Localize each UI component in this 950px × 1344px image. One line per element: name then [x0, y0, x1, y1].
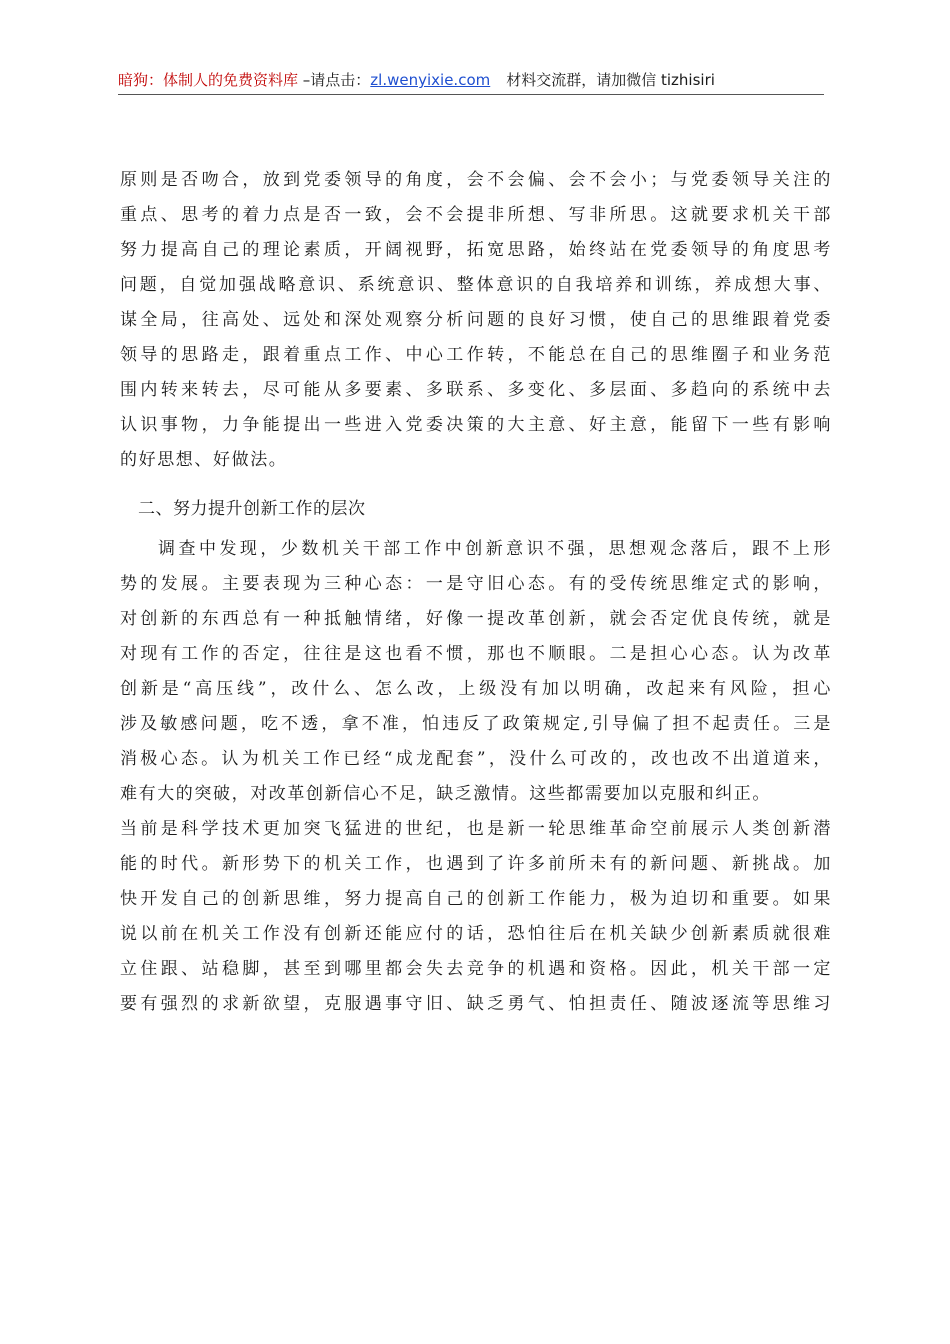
text-line: 难有大的突破，对改革创新信心不足，缺乏激情。这些都需要加以克服和纠正。: [120, 784, 771, 804]
text-line: 谋全局，往高处、远处和深处观察分析问题的良好习惯，使自己的思维跟着党委: [120, 310, 832, 330]
text-line: 重点、思考的着力点是否一致，会不会提非所想、写非所思。这就要求机关干部: [120, 205, 832, 225]
text-line: 立住跟、站稳脚，甚至到哪里都会失去竞争的机遇和资格。因此，机关干部一定: [120, 959, 832, 979]
text-line: 快开发自己的创新思维，努力提高自己的创新工作能力，极为迫切和重要。如果: [120, 889, 832, 909]
text-line: 对创新的东西总有一种抵触情绪，好像一提改革创新，就会否定优良传统，就是: [120, 609, 832, 629]
text-line: 当前是科学技术更加突飞猛进的世纪，也是新一轮思维革命空前展示人类创新潜: [120, 819, 832, 839]
text-line: 涉及敏感问题，吃不透，拿不准，怕违反了政策规定,引导偏了担不起责任。三是: [120, 714, 832, 734]
text-line: 调查中发现，少数机关干部工作中创新意识不强，思想观念落后，跟不上形: [158, 539, 832, 559]
text-line: 势的发展。主要表现为三种心态：一是守旧心态。有的受传统思维定式的影响，: [120, 574, 832, 594]
text-line: 问题，自觉加强战略意识、系统意识、整体意识的自我培养和训练，养成想大事、: [120, 275, 832, 295]
document-body: [120, 163, 832, 1022]
text-line: 围内转来转去，尽可能从多要素、多联系、多变化、多层面、多趋向的系统中去: [120, 380, 832, 400]
text-line: 能的时代。新形势下的机关工作，也遇到了许多前所未有的新问题、新挑战。加: [120, 854, 832, 874]
section-heading: 二、努力提升创新工作的层次: [138, 499, 366, 519]
text-line: 消极心态。认为机关工作已经“成龙配套”，没什么可改的，改也改不出道道来，: [120, 749, 832, 769]
text-line: 要有强烈的求新欲望，克服遇事守旧、缺乏勇气、怕担责任、随波逐流等思维习: [120, 994, 832, 1014]
text-line: 原则是否吻合，放到党委领导的角度，会不会偏、会不会小；与党委领导关注的: [120, 170, 832, 190]
contact-text: 材料交流群，请加微信 tizhisiri: [506, 71, 715, 89]
text-line: 创新是“高压线”，改什么、怎么改，上级没有加以明确，改起来有风险，担心: [120, 679, 832, 699]
site-title: 暗狗：体制人的免费资料库: [118, 71, 299, 89]
click-prompt: –请点击：: [298, 71, 371, 89]
paragraph-2: [120, 532, 832, 1022]
text-line: 努力提高自己的理论素质，开阔视野，拓宽思路，始终站在党委领导的角度思考: [120, 240, 832, 260]
page-header: [118, 70, 824, 95]
paragraph-1: [120, 163, 832, 478]
text-line: 领导的思路走，跟着重点工作、中心工作转，不能总在自己的思维圈子和业务范: [120, 345, 832, 365]
text-line: 对现有工作的否定，往往是这也看不惯，那也不顺眼。二是担心心态。认为改革: [120, 644, 832, 664]
site-link[interactable]: zl.wenyixie.com: [370, 71, 491, 89]
text-line: 的好思想、好做法。: [120, 450, 288, 470]
text-line: 说以前在机关工作没有创新还能应付的话，恐怕往后在机关缺少创新素质就很难: [120, 924, 832, 944]
text-line: 认识事物，力争能提出一些进入党委决策的大主意、好主意，能留下一些有影响: [120, 415, 832, 435]
